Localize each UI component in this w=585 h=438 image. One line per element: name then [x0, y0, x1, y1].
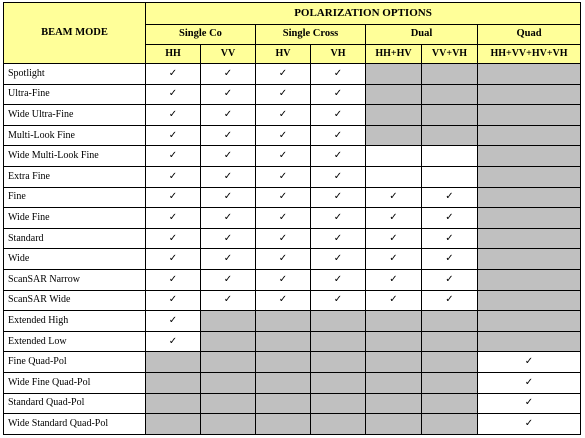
check-mark-icon: ✓: [311, 269, 366, 290]
unavailable-cell: [478, 84, 581, 105]
check-mark-icon: ✓: [146, 187, 201, 208]
table-row: [4, 290, 581, 311]
check-mark-icon: ✓: [422, 269, 478, 290]
check-mark-icon: ✓: [256, 269, 311, 290]
unavailable-cell: [422, 414, 478, 435]
unavailable-cell: [201, 414, 256, 435]
unavailable-cell: [478, 311, 581, 332]
check-mark-icon: ✓: [201, 249, 256, 270]
check-mark-icon: ✓: [366, 249, 422, 270]
table-row: [4, 311, 581, 332]
unavailable-cell: [311, 393, 366, 414]
check-mark-icon: ✓: [311, 125, 366, 146]
check-mark-icon: ✓: [422, 290, 478, 311]
check-mark-icon: ✓: [146, 290, 201, 311]
beam-mode-header: BEAM MODE: [4, 3, 146, 64]
unavailable-cell: [422, 311, 478, 332]
unavailable-cell: [201, 393, 256, 414]
table-row: [4, 105, 581, 126]
check-mark-icon: ✓: [146, 311, 201, 332]
beam-mode-cell: Extended Low: [4, 331, 146, 352]
unavailable-cell: [201, 311, 256, 332]
check-mark-icon: ✓: [366, 269, 422, 290]
unavailable-cell: [478, 166, 581, 187]
unavailable-cell: [478, 228, 581, 249]
check-mark-icon: ✓: [201, 187, 256, 208]
beam-mode-cell: Extra Fine: [4, 166, 146, 187]
unavailable-cell: [256, 414, 311, 435]
unavailable-cell: [478, 249, 581, 270]
unavailable-cell: [256, 372, 311, 393]
check-mark-icon: ✓: [146, 84, 201, 105]
check-mark-icon: ✓: [478, 352, 581, 373]
check-mark-icon: ✓: [366, 208, 422, 229]
unavailable-cell: [478, 105, 581, 126]
beam-mode-cell: Wide Standard Quad-Pol: [4, 414, 146, 435]
column-header-vh: VH: [311, 44, 366, 64]
check-mark-icon: ✓: [201, 105, 256, 126]
unavailable-cell: [478, 125, 581, 146]
column-header-vv-vh: VV+VH: [422, 44, 478, 64]
unavailable-cell: [201, 372, 256, 393]
check-mark-icon: ✓: [201, 208, 256, 229]
unavailable-cell: [146, 414, 201, 435]
check-mark-icon: ✓: [311, 64, 366, 85]
unavailable-cell: [366, 105, 422, 126]
table-row: [4, 393, 581, 414]
unavailable-cell: [366, 84, 422, 105]
unavailable-cell: [422, 64, 478, 85]
table-row: [4, 228, 581, 249]
check-mark-icon: ✓: [146, 105, 201, 126]
check-mark-icon: ✓: [366, 228, 422, 249]
check-mark-icon: ✓: [146, 249, 201, 270]
beam-mode-cell: Spotlight: [4, 64, 146, 85]
beam-mode-cell: Ultra-Fine: [4, 84, 146, 105]
column-header-hh: HH: [146, 44, 201, 64]
check-mark-icon: ✓: [422, 208, 478, 229]
beam-mode-cell: ScanSAR Narrow: [4, 269, 146, 290]
table-row: [4, 331, 581, 352]
check-mark-icon: ✓: [146, 269, 201, 290]
group-header-single-cross: Single Cross: [256, 25, 366, 45]
beam-mode-cell: Fine: [4, 187, 146, 208]
table-row: [4, 84, 581, 105]
check-mark-icon: ✓: [201, 290, 256, 311]
table-row: [4, 208, 581, 229]
unavailable-cell: [146, 372, 201, 393]
check-mark-icon: ✓: [256, 64, 311, 85]
group-header-single-co: Single Co: [146, 25, 256, 45]
check-mark-icon: ✓: [366, 290, 422, 311]
unavailable-cell: [422, 393, 478, 414]
check-mark-icon: ✓: [201, 125, 256, 146]
table-row: [4, 372, 581, 393]
check-mark-icon: ✓: [311, 228, 366, 249]
beam-mode-cell: Wide: [4, 249, 146, 270]
unavailable-cell: [311, 352, 366, 373]
unavailable-cell: [366, 352, 422, 373]
table-row: [4, 125, 581, 146]
table-row: [4, 249, 581, 270]
check-mark-icon: ✓: [201, 146, 256, 167]
check-mark-icon: ✓: [311, 208, 366, 229]
unavailable-cell: [422, 84, 478, 105]
check-mark-icon: ✓: [422, 187, 478, 208]
check-mark-icon: ✓: [478, 414, 581, 435]
unavailable-cell: [311, 414, 366, 435]
beam-mode-cell: Fine Quad-Pol: [4, 352, 146, 373]
unavailable-cell: [256, 331, 311, 352]
group-header-dual: Dual: [366, 25, 478, 45]
check-mark-icon: ✓: [256, 249, 311, 270]
unavailable-cell: [256, 311, 311, 332]
check-mark-icon: ✓: [201, 166, 256, 187]
check-mark-icon: ✓: [146, 228, 201, 249]
beam-mode-cell: Wide Multi-Look Fine: [4, 146, 146, 167]
polarization-options-header: POLARIZATION OPTIONS: [146, 3, 581, 25]
check-mark-icon: ✓: [311, 290, 366, 311]
table-row: [4, 64, 581, 85]
check-mark-icon: ✓: [311, 166, 366, 187]
unavailable-cell: [366, 414, 422, 435]
table-row: [4, 414, 581, 435]
check-mark-icon: ✓: [256, 187, 311, 208]
check-mark-icon: ✓: [146, 125, 201, 146]
table-row: [4, 187, 581, 208]
check-mark-icon: ✓: [201, 228, 256, 249]
empty-cell: [366, 146, 422, 167]
unavailable-cell: [422, 372, 478, 393]
unavailable-cell: [256, 352, 311, 373]
beam-mode-cell: Extended High: [4, 311, 146, 332]
check-mark-icon: ✓: [146, 208, 201, 229]
unavailable-cell: [201, 352, 256, 373]
beam-mode-cell: Wide Ultra-Fine: [4, 105, 146, 126]
beam-mode-cell: Standard: [4, 228, 146, 249]
check-mark-icon: ✓: [146, 166, 201, 187]
beam-mode-polarization-table: [3, 2, 581, 435]
check-mark-icon: ✓: [422, 228, 478, 249]
check-mark-icon: ✓: [478, 393, 581, 414]
check-mark-icon: ✓: [146, 64, 201, 85]
column-header-quad-all: HH+VV+HV+VH: [478, 44, 581, 64]
table-row: [4, 269, 581, 290]
unavailable-cell: [478, 290, 581, 311]
unavailable-cell: [422, 105, 478, 126]
unavailable-cell: [478, 187, 581, 208]
beam-mode-cell: Wide Fine Quad-Pol: [4, 372, 146, 393]
unavailable-cell: [311, 372, 366, 393]
check-mark-icon: ✓: [256, 208, 311, 229]
check-mark-icon: ✓: [478, 372, 581, 393]
table-row: [4, 146, 581, 167]
beam-mode-cell: ScanSAR Wide: [4, 290, 146, 311]
unavailable-cell: [422, 352, 478, 373]
check-mark-icon: ✓: [422, 249, 478, 270]
check-mark-icon: ✓: [256, 105, 311, 126]
unavailable-cell: [256, 393, 311, 414]
unavailable-cell: [422, 331, 478, 352]
check-mark-icon: ✓: [311, 249, 366, 270]
column-header-hv: HV: [256, 44, 311, 64]
check-mark-icon: ✓: [201, 64, 256, 85]
beam-mode-cell: Wide Fine: [4, 208, 146, 229]
check-mark-icon: ✓: [256, 84, 311, 105]
check-mark-icon: ✓: [256, 290, 311, 311]
unavailable-cell: [366, 372, 422, 393]
unavailable-cell: [366, 331, 422, 352]
beam-mode-cell: Multi-Look Fine: [4, 125, 146, 146]
check-mark-icon: ✓: [256, 166, 311, 187]
unavailable-cell: [146, 352, 201, 373]
check-mark-icon: ✓: [311, 187, 366, 208]
group-header-quad: Quad: [478, 25, 581, 45]
unavailable-cell: [478, 64, 581, 85]
check-mark-icon: ✓: [201, 269, 256, 290]
check-mark-icon: ✓: [311, 105, 366, 126]
unavailable-cell: [311, 311, 366, 332]
check-mark-icon: ✓: [201, 84, 256, 105]
column-header-hh-hv: HH+HV: [366, 44, 422, 64]
unavailable-cell: [478, 331, 581, 352]
empty-cell: [422, 146, 478, 167]
unavailable-cell: [311, 331, 366, 352]
empty-cell: [422, 166, 478, 187]
table-row: [4, 166, 581, 187]
check-mark-icon: ✓: [256, 228, 311, 249]
empty-cell: [366, 166, 422, 187]
unavailable-cell: [366, 125, 422, 146]
unavailable-cell: [201, 331, 256, 352]
check-mark-icon: ✓: [311, 146, 366, 167]
check-mark-icon: ✓: [311, 84, 366, 105]
check-mark-icon: ✓: [146, 146, 201, 167]
unavailable-cell: [146, 393, 201, 414]
check-mark-icon: ✓: [366, 187, 422, 208]
check-mark-icon: ✓: [256, 125, 311, 146]
beam-mode-cell: Standard Quad-Pol: [4, 393, 146, 414]
unavailable-cell: [366, 311, 422, 332]
unavailable-cell: [422, 125, 478, 146]
column-header-vv: VV: [201, 44, 256, 64]
unavailable-cell: [478, 208, 581, 229]
check-mark-icon: ✓: [256, 146, 311, 167]
unavailable-cell: [366, 393, 422, 414]
check-mark-icon: ✓: [146, 331, 201, 352]
unavailable-cell: [366, 64, 422, 85]
unavailable-cell: [478, 269, 581, 290]
unavailable-cell: [478, 146, 581, 167]
table-body: [4, 64, 581, 435]
table-row: [4, 352, 581, 373]
